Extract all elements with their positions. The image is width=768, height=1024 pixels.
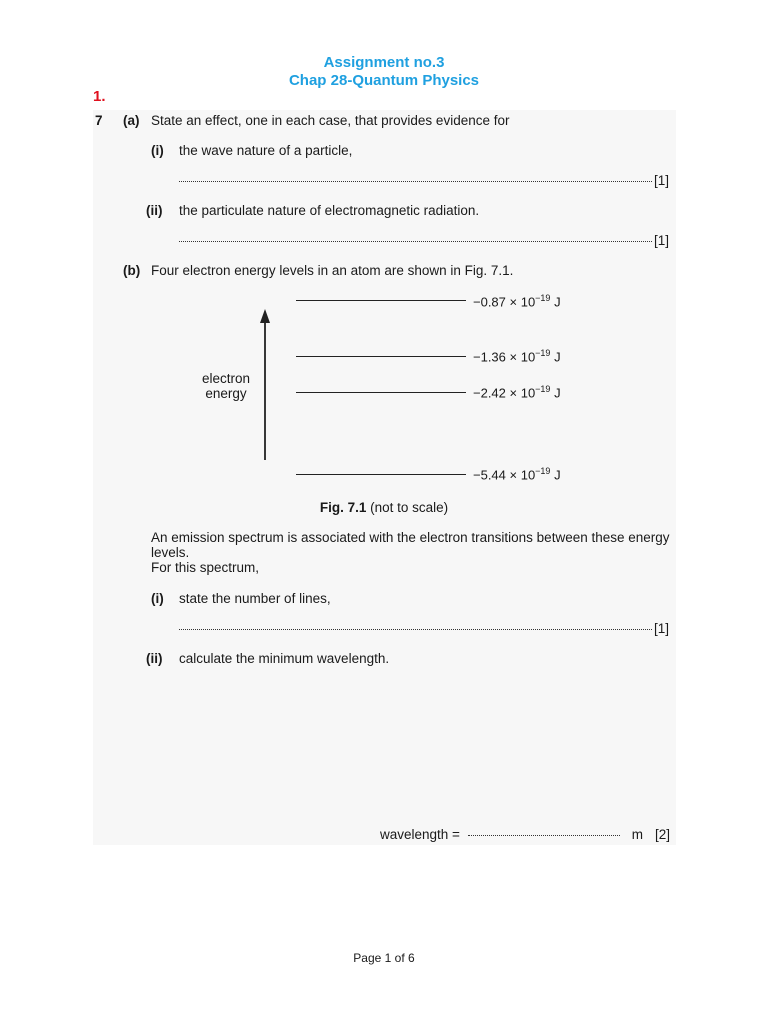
marks-b-ii: [2]	[654, 827, 670, 842]
part-b-label: (b)	[123, 263, 141, 278]
paragraph-line-1: An emission spectrum is associated with the electron transitions between these energy	[151, 530, 670, 545]
axis-label-energy: energy	[205, 386, 247, 401]
part-b-text: Four electron energy levels in an atom are shown in Fig. 7.1.	[151, 263, 514, 278]
energy-level-label: $-5.44 \times 10^{-19}$ J	[473, 466, 561, 483]
paragraph-line-2: levels.	[151, 545, 190, 560]
part-a-text: State an effect, one in each case, that provides evidence for	[151, 113, 510, 128]
figure-caption: Fig. 7.1 (not to scale)	[319, 500, 449, 515]
energy-level-line	[296, 300, 466, 301]
part-a-i-text: the wave nature of a particle,	[179, 143, 353, 158]
page-number: Page 1 of 6	[353, 951, 415, 965]
part-b-ii-text: calculate the minimum wavelength.	[179, 651, 390, 666]
question-scan	[93, 110, 676, 845]
marks-a-i: [1]	[653, 173, 669, 188]
axis-label-electron: electron	[201, 371, 251, 386]
energy-level-line	[296, 356, 466, 357]
part-a-ii-label: (ii)	[146, 203, 163, 218]
answer-line-b-i[interactable]	[179, 621, 669, 637]
wavelength-label: wavelength =	[380, 827, 460, 842]
energy-level-label: $-2.42 \times 10^{-19}$ J	[473, 384, 561, 401]
paragraph-line-3: For this spectrum,	[151, 560, 260, 575]
part-b-i-text: state the number of lines,	[179, 591, 331, 606]
answer-line-a-i[interactable]	[179, 173, 669, 189]
question-number: 7	[95, 113, 103, 128]
item-number: 1.	[93, 88, 106, 105]
energy-level-label: $-1.36 \times 10^{-19}$ J	[473, 348, 561, 365]
energy-level-line	[296, 392, 466, 393]
wavelength-unit: m	[631, 827, 643, 842]
part-b-ii-label: (ii)	[146, 651, 163, 666]
part-a-label: (a)	[123, 113, 140, 128]
part-b-i-label: (i)	[151, 591, 164, 606]
energy-level-line	[296, 474, 466, 475]
part-a-i-label: (i)	[151, 143, 164, 158]
marks-b-i: [1]	[653, 621, 669, 636]
answer-line-a-ii[interactable]	[179, 233, 669, 249]
marks-a-ii: [1]	[653, 233, 669, 248]
part-a-ii-text: the particulate nature of electromagnetic radiation.	[179, 203, 480, 218]
chapter-subtitle: Chap 28-Quantum Physics	[288, 72, 480, 89]
wavelength-answer[interactable]	[380, 827, 670, 843]
assignment-title: Assignment no.3	[323, 54, 445, 71]
energy-level-label: $-0.87 \times 10^{-19}$ J	[473, 293, 561, 310]
